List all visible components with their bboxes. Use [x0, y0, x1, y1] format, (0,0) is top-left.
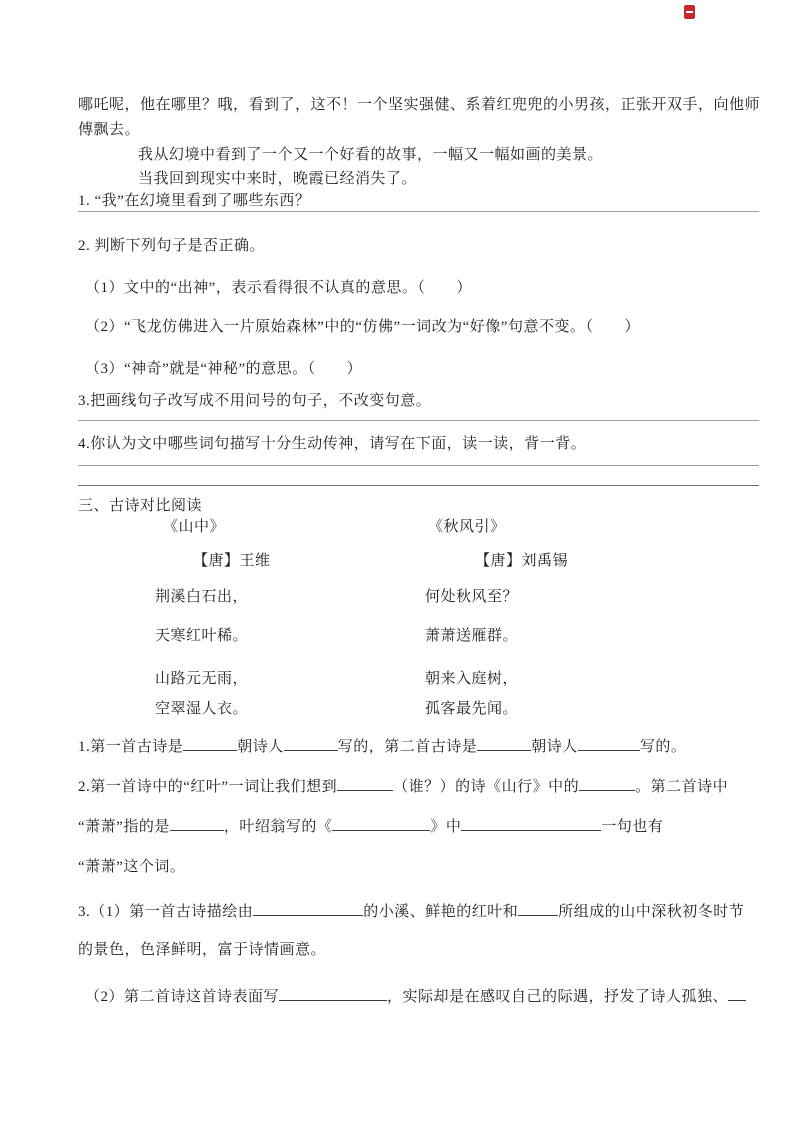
- red-stamp-mark: [684, 5, 695, 19]
- fill-in-blank[interactable]: [279, 985, 387, 1001]
- poem-1-author: 【唐】王维: [193, 553, 271, 569]
- passage-line: 当我回到现实中来时，晚霞已经消失了。: [138, 171, 418, 187]
- poem-1-line: 荆溪白石出，: [155, 589, 249, 605]
- fill-question-text: 的小溪、鲜艳的红叶和: [363, 904, 519, 920]
- poem-1-line: 空翠湿人衣。: [155, 701, 249, 717]
- poem-2-author: 【唐】刘禹锡: [475, 553, 569, 569]
- question-1: 1. “我”在幻境里看到了哪些东西？: [78, 193, 311, 209]
- fill-question-3-1-line-1: [78, 900, 744, 922]
- fill-in-blank[interactable]: [253, 900, 363, 916]
- fill-in-blank[interactable]: [284, 735, 338, 751]
- fill-question-text: 朝诗人: [237, 739, 284, 755]
- fill-in-blank[interactable]: [332, 815, 430, 831]
- fill-question-text: 所组成的山中深秋初冬时节: [558, 904, 745, 920]
- fill-question-text: 写的。: [639, 739, 687, 755]
- fill-question-text: “萧萧”指的是: [78, 819, 170, 835]
- fill-question-text: ，实际却是在感叹自己的际遇，抒发了诗人孤独、: [387, 989, 729, 1005]
- fill-question-1: [78, 735, 686, 757]
- fill-in-blank[interactable]: [477, 735, 531, 751]
- fill-question-text: ，叶绍翁写的《: [223, 819, 333, 835]
- fill-question-text: 一句也有: [601, 819, 664, 835]
- poem-2-line: 何处秋风至？: [425, 589, 519, 605]
- fill-in-blank[interactable]: [183, 735, 237, 751]
- fill-question-text: 2.第一首诗中的“红叶”一词让我们想到: [78, 779, 338, 795]
- poem-2-title: 《秋风引》: [428, 519, 506, 535]
- poem-1-title: 《山中》: [163, 519, 226, 535]
- answer-line[interactable]: [78, 465, 759, 466]
- fill-question-2-line-2: [78, 815, 663, 837]
- answer-line[interactable]: [78, 485, 759, 486]
- fill-in-blank[interactable]: [728, 985, 746, 1001]
- poem-1-line: 天寒红叶稀。: [155, 628, 249, 644]
- fill-question-text: 写的，第二首古诗是: [337, 739, 478, 755]
- question-2-item-1: （1）文中的“出神”，表示看得很不认真的意思。（ ）: [85, 280, 472, 296]
- fill-question-text: 》中: [430, 819, 462, 835]
- fill-in-blank[interactable]: [461, 815, 601, 831]
- answer-line[interactable]: [78, 420, 759, 421]
- poem-2-line: 朝来入庭树，: [425, 671, 519, 687]
- passage-line: 哪吒呢，他在哪里？哦，看到了，这不！一个坚实强健、系着红兜兜的小男孩，正张开双手，向他师: [78, 97, 761, 113]
- fill-question-2-line-3: [78, 858, 185, 877]
- fill-question-text: （2）第二首诗这首诗表面写: [85, 989, 280, 1005]
- section-3-title: 三、古诗对比阅读: [78, 498, 203, 514]
- question-2-item-2: （2）“飞龙仿佛进入一片原始森林”中的“仿佛”一词改为“好像”句意不变。（ ）: [85, 319, 640, 335]
- fill-question-3-2-line-1: [85, 985, 746, 1007]
- question-4: 4.你认为文中哪些词句描写十分生动传神，请写在下面，读一读，背一背。: [78, 436, 587, 452]
- fill-in-blank[interactable]: [518, 900, 558, 916]
- poem-2-line: 孤客最先闻。: [425, 701, 519, 717]
- fill-question-text: 。第二首诗中: [635, 779, 729, 795]
- fill-in-blank[interactable]: [337, 775, 393, 791]
- passage-line: 傅飘去。: [78, 122, 141, 138]
- fill-question-text: 朝诗人: [531, 739, 578, 755]
- fill-question-text: “萧萧”这个词。: [78, 859, 186, 875]
- fill-question-2-line-1: [78, 775, 728, 797]
- fill-question-text: 1.第一首古诗是: [78, 739, 184, 755]
- question-2-item-3: （3）“神奇”就是“神秘”的意思。（ ）: [85, 361, 363, 377]
- question-2: 2. 判断下列句子是否正确。: [78, 238, 266, 254]
- question-3: 3.把画线句子改写成不用问号的句子，不改变句意。: [78, 393, 432, 409]
- fill-question-text: 的景色，色泽鲜明，富于诗情画意。: [78, 942, 327, 958]
- poem-2-line: 萧萧送雁群。: [425, 628, 519, 644]
- fill-question-text: （谁？）的诗《山行》中的: [393, 779, 580, 795]
- fill-question-3-1-line-2: [78, 941, 326, 960]
- fill-question-text: 3.（1）第一首古诗描绘由: [78, 904, 254, 920]
- poem-1-line: 山路元无雨，: [155, 671, 249, 687]
- fill-in-blank[interactable]: [578, 735, 640, 751]
- answer-line[interactable]: [78, 211, 759, 212]
- fill-in-blank[interactable]: [579, 775, 635, 791]
- passage-line: 我从幻境中看到了一个又一个好看的故事，一幅又一幅如画的美景。: [138, 147, 604, 163]
- fill-in-blank[interactable]: [170, 815, 224, 831]
